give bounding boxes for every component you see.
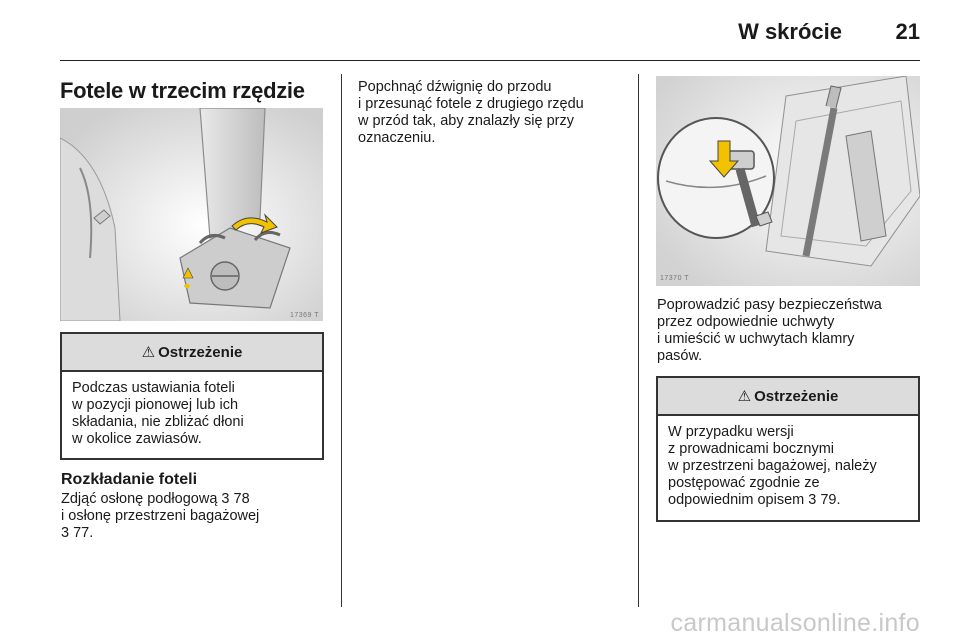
left-paragraph <box>61 491 259 542</box>
warning-title: Ostrzeżenie <box>754 387 839 405</box>
para-text: przez odpowiednie uchwyty <box>657 314 835 330</box>
reference-arrow-icon: 3 <box>221 491 230 507</box>
warning-line: w pozycji pionowej lub ich <box>72 397 239 413</box>
header-rule <box>60 60 920 61</box>
watermark: carmanualsonline.info <box>670 609 920 637</box>
warning-title: Ostrzeżenie <box>158 343 243 361</box>
right-paragraph <box>657 297 882 365</box>
warning-box-left <box>60 332 324 460</box>
page-ref[interactable]: 77. <box>73 525 94 541</box>
para-text: Zdjąć osłonę podłogową <box>61 491 218 507</box>
subheading: Rozkładanie foteli <box>61 471 198 488</box>
warning-body <box>658 416 918 509</box>
warning-box-right <box>656 376 920 522</box>
para-text: i umieścić w uchwytach klamry <box>657 331 855 347</box>
middle-paragraph <box>358 79 584 147</box>
column-divider-right <box>638 74 639 607</box>
figure-code: 17369 T <box>289 312 319 319</box>
warning-line: składania, nie zbliżać dłoni <box>72 414 244 430</box>
section-title: Fotele w trzecim rzędzie <box>60 78 305 103</box>
warning-header <box>658 378 918 416</box>
page-number: 21 <box>895 19 920 44</box>
warning-line: w przestrzeni bagażowej, należy <box>668 458 877 474</box>
column-divider-left <box>341 74 342 607</box>
warning-line: w okolice zawiasów. <box>72 431 202 447</box>
warning-line: z prowadnicami bocznymi <box>668 441 835 457</box>
warning-line: Podczas ustawiania foteli <box>72 380 235 396</box>
warning-body <box>62 372 322 448</box>
warning-line: odpowiednim opisem 3 79. <box>668 492 841 508</box>
page-ref[interactable]: 79. <box>820 492 841 508</box>
para-text: i osłonę przestrzeni bagażowej <box>61 508 260 524</box>
para-text: pasów. <box>657 348 703 364</box>
para-text: i przesunąć fotele z drugiego rzędu <box>358 96 584 112</box>
figure-belt-guides <box>656 76 920 286</box>
header-title: W skrócie <box>738 19 842 44</box>
page-ref[interactable]: 78 <box>233 491 250 507</box>
warning-header <box>62 334 322 372</box>
warning-triangle-icon: ⚠ <box>141 344 156 361</box>
para-text: oznaczeniu. <box>358 130 436 146</box>
para-text: Poprowadzić pasy bezpieczeństwa <box>657 297 882 313</box>
figure-code: 17370 T <box>660 275 690 282</box>
reference-arrow-icon: 3 <box>808 492 817 508</box>
figure-seat-hinge <box>60 108 323 321</box>
para-text: w przód tak, aby znalazły się przy <box>358 113 574 129</box>
para-text: Popchnąć dźwignię do przodu <box>358 79 552 95</box>
warning-line: W przypadku wersji <box>668 424 794 440</box>
warning-triangle-icon: ⚠ <box>737 388 752 405</box>
reference-arrow-icon: 3 <box>61 525 70 541</box>
warning-line: postępować zgodnie ze <box>668 475 820 491</box>
